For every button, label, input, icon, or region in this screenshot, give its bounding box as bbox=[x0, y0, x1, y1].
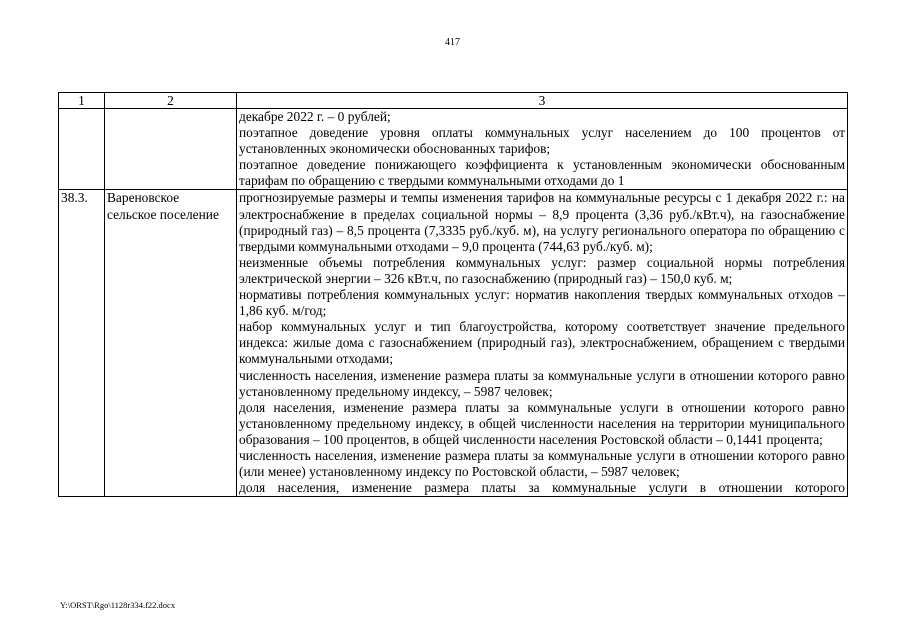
cell-description bbox=[237, 109, 848, 190]
settlement-name-line: сельское поселение bbox=[107, 206, 219, 222]
page-number: 417 bbox=[445, 37, 460, 48]
paragraph: поэтапное доведение уровня оплаты коммунальных услуг населением до 100 процентов от установленных экономически обоснованных тарифов; bbox=[239, 125, 845, 157]
table-row-38-3 bbox=[59, 190, 848, 497]
paragraph: нормативы потребления коммунальных услуг: норматив накопления твердых коммунальных отходов – 1,86 куб. м/год; bbox=[239, 287, 845, 319]
header-cell-1: 1 bbox=[59, 93, 105, 109]
paragraph: прогнозируемые размеры и темпы изменения тарифов на коммунальные ресурсы с 1 декабря 2022 г.: на электроснабжение в пределах социальной нормы – 8,9 процента (3,36 руб./кВт.ч), на газоснабжение (природный газ) – 8,5 процента (7,3335 руб./куб. м), на услугу регионального оператора по обращению с твердыми коммунальными отходами – 9,0 процента (744,63 руб./куб. м); bbox=[239, 190, 845, 254]
cell-name bbox=[105, 190, 237, 497]
header-cell-3: 3 bbox=[237, 93, 848, 109]
paragraph: доля населения, изменение размера платы за коммунальные услуги в отношении которого равно установленному предельному индексу, в общей численности населения на территории муниципального образования – 100 процентов, в общей численности населения Ростовской области – 0,1441 процента; bbox=[239, 399, 845, 447]
table-header-row bbox=[59, 93, 848, 109]
table-row-continuation bbox=[59, 109, 848, 190]
paragraph: неизменные объемы потребления коммунальных услуг: размер социальной нормы потребления электрической энергии – 326 кВт.ч, по газоснабжению (природный газ) – 150,0 куб. м; bbox=[239, 254, 845, 286]
header-cell-2: 2 bbox=[105, 93, 237, 109]
cell-name bbox=[105, 109, 237, 190]
footer-file-path: Y:\ORST\Rgo\1128r334.f22.docx bbox=[60, 600, 176, 610]
cell-number: 38.3. bbox=[59, 190, 105, 497]
paragraph: доля населения, изменение размера платы за коммунальные услуги в отношении которого bbox=[239, 480, 845, 496]
settlement-name-line: Вареновское bbox=[107, 190, 180, 206]
paragraph: численность населения, изменение размера платы за коммунальные услуги в отношении которого равно (или менее) установленному индексу по Ростовской области, – 5987 человек; bbox=[239, 447, 845, 480]
paragraph: поэтапное доведение понижающего коэффициента к установленным экономически обоснованным тарифам по обращению с твердыми коммунальными отходами до 1 bbox=[239, 157, 845, 189]
paragraph: набор коммунальных услуг и тип благоустройства, которому соответствует значение предельного индекса: жилые дома с газоснабжением (природный газ), электроснабжением, обращением с твердыми коммунальными отходами; bbox=[239, 319, 845, 367]
cell-number bbox=[59, 109, 105, 190]
paragraph: численность населения, изменение размера платы за коммунальные услуги в отношении которого равно установленному предельному индексу, – 5987 человек; bbox=[239, 367, 845, 399]
document-table bbox=[58, 92, 848, 497]
paragraph: декабре 2022 г. – 0 рублей; bbox=[239, 109, 391, 124]
cell-description bbox=[237, 190, 848, 497]
